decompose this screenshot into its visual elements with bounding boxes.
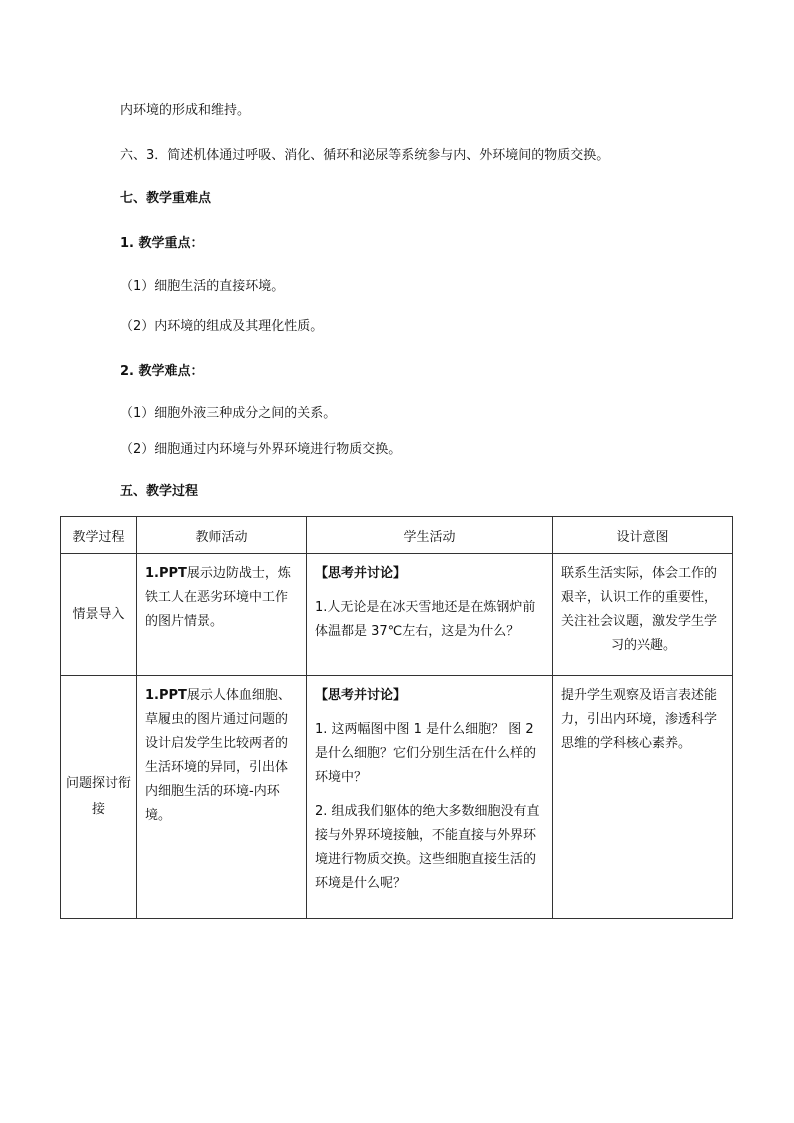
text-paragraph: 内环境的形成和维持。: [120, 103, 251, 118]
teacher-activity-cell: [137, 554, 307, 676]
student-activity-cell: [307, 554, 553, 676]
table-header: 教师活动: [137, 517, 307, 554]
table-header-row: [61, 517, 733, 554]
table-header: 教学过程: [61, 517, 137, 554]
design-intent-text: 联系生活实际，体会工作的艰辛，认识工作的重要性，关注社会议题，激发学生学: [561, 566, 718, 629]
list-item: （1）细胞外液三种成分之间的关系。: [120, 406, 337, 421]
list-item: （2）内环境的组成及其理化性质。: [120, 319, 324, 334]
table-row: [61, 554, 733, 676]
teacher-activity-text: 展示边防战士，炼铁工人在恶劣环境中工作的图片情景。: [145, 566, 291, 629]
teacher-activity-cell: [137, 676, 307, 919]
teacher-activity-text: 展示人体血细胞、草履虫的图片通过问题的设计启发学生比较两者的生活环境的异同，引出体内细胞生活的环境-内环境。: [145, 688, 291, 823]
subsection-heading: 1. 教学重点：: [120, 236, 204, 251]
stage-cell: 问题探讨衔接: [61, 676, 137, 919]
student-activity-cell: [307, 676, 553, 919]
list-item: （1）细胞生活的直接环境。: [120, 279, 285, 294]
design-intent-text: 提升学生观察及语言表述能力，引出内环境，渗透科学思维的学科核心素养。: [561, 688, 718, 751]
student-question: 2. 组成我们躯体的绝大多数细胞没有直接与外界环境接触，不能直接与外界环境进行物质交换。这些细胞直接生活的环境是什么呢？: [315, 804, 540, 891]
table-row: [61, 676, 733, 919]
table-header: 设计意图: [553, 517, 733, 554]
design-intent-cell: [553, 676, 733, 919]
ppt-prefix: 1.PPT: [145, 566, 187, 581]
list-item: （2）细胞通过内环境与外界环境进行物质交换。: [120, 442, 402, 457]
design-intent-text-tail: 习的兴趣。: [610, 638, 676, 653]
lesson-process-table: [60, 516, 733, 919]
stage-cell: 情景导入: [61, 554, 137, 676]
section-heading: 五、教学过程: [120, 484, 199, 499]
student-question: 1.人无论是在冰天雪地还是在炼钢炉前体温都是 37℃左右，这是为什么？: [315, 600, 536, 639]
student-activity-heading: 【思考并讨论】: [315, 688, 407, 703]
table-header: 学生活动: [307, 517, 553, 554]
student-question: 1. 这两幅图中图 1 是什么细胞？ 图 2 是什么细胞？它们分别生活在什么样的环境中？: [315, 722, 537, 785]
text-paragraph: 六、3．简述机体通过呼吸、消化、循环和泌尿等系统参与内、外环境间的物质交换。: [120, 148, 610, 163]
section-heading: 七、教学重难点: [120, 191, 212, 206]
ppt-prefix: 1.PPT: [145, 688, 187, 703]
student-activity-heading: 【思考并讨论】: [315, 566, 407, 581]
subsection-heading: 2. 教学难点：: [120, 364, 204, 379]
design-intent-cell: [553, 554, 733, 676]
